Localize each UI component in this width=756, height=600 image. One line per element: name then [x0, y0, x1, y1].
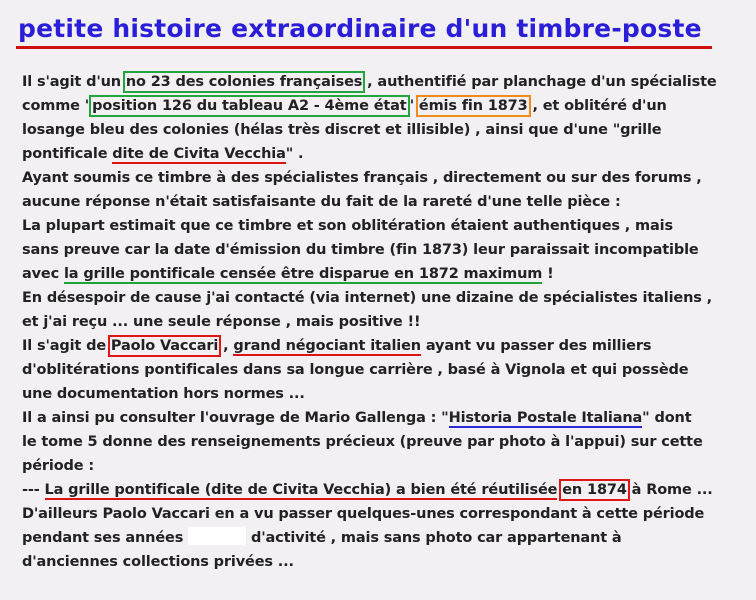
text-segment: avec [22, 266, 64, 282]
text-line: aucune réponse n'était satisfaisante du fait de la rareté d'une telle pièce : [22, 194, 621, 210]
text-line: D'ailleurs Paolo Vaccari en a vu passer quelques-unes correspondant à cette période [22, 506, 705, 522]
text-line: La plupart estimait que ce timbre et son oblitération étaient authentiques , mais [22, 218, 673, 234]
text-line [22, 478, 752, 502]
highlight-issue-date: émis fin 1873 [418, 98, 528, 114]
text-line: le tome 5 donne des renseignements précieux (preuve par photo à l'appui) sur cette [22, 434, 703, 450]
highlight-position: position 126 du tableau A2 - 4ème état [92, 98, 407, 114]
text-line: sans preuve car la date d'émission du timbre (fin 1873) leur paraissait incompatible [22, 242, 699, 258]
text-line [22, 70, 752, 94]
underline-civita-vecchia: dite de Civita Vecchia [112, 146, 286, 162]
underline-historia-postale: Historia Postale Italiana [448, 410, 643, 426]
text-line [22, 142, 752, 166]
text-segment: pontificale [22, 146, 113, 162]
text-segment: comme " [22, 98, 93, 114]
text-line: d'anciennes collections privées ... [22, 554, 294, 570]
text-line [22, 94, 752, 118]
story-text [22, 70, 752, 574]
text-segment: pendant ses années [22, 530, 189, 546]
text-line: d'oblitérations pontificales dans sa longue carrière , basé à Vignola et qui possède [22, 362, 689, 378]
title-underline [16, 46, 712, 49]
text-segment: , [218, 338, 234, 354]
text-line: losange bleu des colonies (hélas très discret et illisible) , ainsi que d'une "grille [22, 122, 662, 138]
text-segment: Il s'agit d'un [22, 74, 126, 90]
text-line: période : [22, 458, 95, 474]
text-segment: " [406, 98, 419, 114]
text-line: Ayant soumis ce timbre à des spécialistes français , directement ou sur des forums , [22, 170, 702, 186]
text-segment: --- [22, 482, 45, 498]
underline-grille-disparue: la grille pontificale censée être disparue en 1872 maximum [63, 266, 543, 282]
text-line [22, 406, 752, 430]
text-segment: d'activité , mais sans photo car appartenant à [246, 530, 622, 546]
text-segment: , authentifié par planchage d'un spécialiste [362, 74, 717, 90]
text-segment: , et oblitéré d'un [527, 98, 667, 114]
text-segment: " . [285, 146, 304, 162]
text-segment: ayant vu passer des milliers [420, 338, 652, 354]
highlight-1874: en 1874 [562, 482, 627, 498]
text-segment: " dont [642, 410, 692, 426]
page-title: petite histoire extraordinaire d'un timbre-poste [18, 14, 702, 43]
text-line [22, 262, 752, 286]
text-segment: Il a ainsi pu consulter l'ouvrage de Mario Gallenga : " [22, 410, 449, 426]
text-line [22, 526, 752, 550]
text-line: et j'ai reçu ... une seule réponse , mais positive !! [22, 314, 421, 330]
text-segment: ! [542, 266, 554, 282]
text-line: En désespoir de cause j'ai contacté (via internet) une dizaine de spécialistes italiens , [22, 290, 713, 306]
highlight-paolo-vaccari: Paolo Vaccari [110, 338, 219, 354]
text-line [22, 334, 752, 358]
underline-grille-reutilisee: La grille pontificale (dite de Civita Vecchia) a bien été réutilisée [44, 482, 558, 498]
text-segment: Il s'agit de [22, 338, 111, 354]
redacted-blank [188, 527, 246, 545]
text-segment: à Rome ... [626, 482, 713, 498]
underline-negociant: grand négociant italien [233, 338, 421, 354]
text-line: une documentation hors normes ... [22, 386, 305, 402]
highlight-stamp-number: no 23 des colonies françaises [125, 74, 363, 90]
